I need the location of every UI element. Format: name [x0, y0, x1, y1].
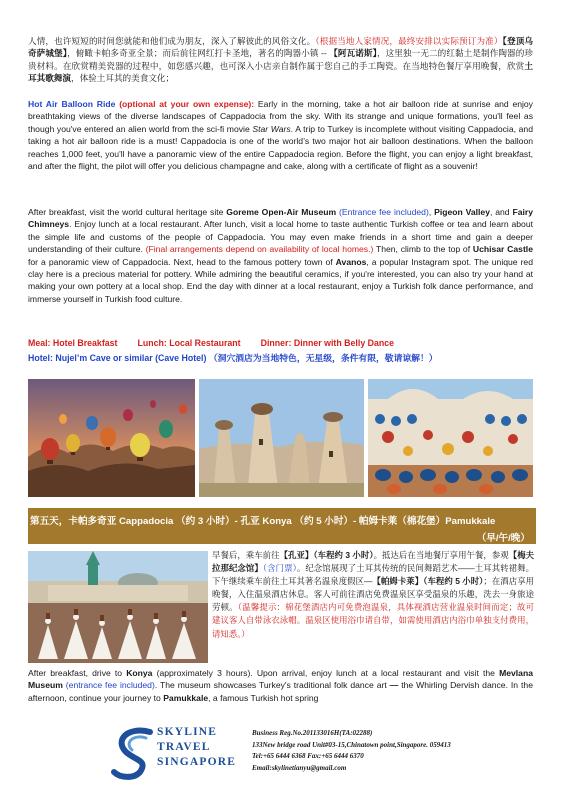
- business-reg: Business Reg.No.201133016H(TA:02288): [252, 729, 373, 737]
- pamukkale-cn-label: 【帕姆卡莱】（车程约 5 小时）: [372, 576, 484, 587]
- uchisar-cn-label: 【登顶乌奇萨城堡】: [28, 36, 533, 59]
- pottery-shop-photo: [368, 379, 533, 497]
- day4-text: . Enjoy lunch at a local restaurant. After lunch, visit a local home to taste authentic Turkish coffee or tea and learn about the simple life and customs of the people of Cappadocia. You may even make friends in a short time and gain a deeper understanding of their culture.: [28, 219, 533, 255]
- company-address: 133New bridge road Unit#03-15,Chinatown point,Singapore. 059413: [252, 740, 451, 749]
- goreme-label: Goreme Open-Air Museum: [226, 207, 337, 217]
- day4-text: After breakfast, visit the world cultural heritage site: [28, 207, 227, 217]
- day5-english-paragraph: [28, 667, 533, 704]
- day5-en-text: After breakfast, drive to: [28, 668, 127, 678]
- company-phone: Tel:+65 6444 6368 Fax:+65 6444 6370: [252, 752, 364, 761]
- meal-line: [28, 338, 414, 348]
- day5-meals: （早/午/晚）: [476, 533, 530, 544]
- day5-en-text: (approximately 3 hours). Upon arrival, enjoy lunch at a local restaurant and visit the: [152, 668, 500, 678]
- avanos-label: Avanos: [335, 256, 367, 267]
- intro-text: ，这里独一无二的红黏土是制作陶器的珍贵材料。在欣赏精美瓷器的过程中，如您感兴趣，也可深入小店亲自制作属于您自己的手工陶瓷。在当地特色餐厅享用晚餐，欣赏: [28, 48, 533, 71]
- day5-cn-text: 。抵达后在当地餐厅享用午餐，参观: [373, 550, 509, 560]
- day4-text: , a popular Instagram spot. The unique red clay here is a precious material for pottery. While admiring the beautiful ceramics, if you're interested, you can also try your hand at making your own pottery at a local shop. End the day with dinner at a local restaurant, enjoy a Turkish folk dance performance, and immerse yourself in Turkish food culture.: [28, 256, 533, 304]
- local-home-note: (Final arrangements depend on availability of local homes.): [145, 244, 374, 255]
- day5-cn-text: ；在酒店享用晚餐，入住温泉酒店休息。客人可前往酒店免费温泉区享受温泉的乐趣，洗去一身旅途劳顿。: [212, 576, 535, 613]
- balloon-text: Early in the morning, take a hot air balloon ride at sunrise and enjoy breathtaking views of the diverse landscapes of Cappadocia from the sky. With its strange and unique formations, you'll feel as though you've entered an alien world from the sci-fi movie: [28, 99, 533, 134]
- uchisar-label: Uchisar Castle: [472, 244, 533, 255]
- meal-lunch: Lunch: Local Restaurant: [137, 338, 241, 348]
- company-logo: [110, 722, 260, 782]
- konya-cn-label: 【孔亚】（车程约 3 小时）: [279, 550, 374, 560]
- pigeon-valley-label: Pigeon Valley: [434, 207, 490, 217]
- day5-chinese-paragraph: [212, 549, 534, 641]
- intro-text: ，俯瞰卡帕多奇亚全景；而后前往网红打卡圣地，著名的陶器小镇 --: [67, 48, 330, 59]
- day5-cn-text: 。纪念馆展现了土耳其传统的民间舞蹈艺术——土耳其转裙舞。下午继续乘车前往土耳其著名温泉度假区—: [212, 563, 534, 587]
- ticket-included-note: （含门票）: [262, 563, 297, 574]
- movie-title: Star Wars: [252, 123, 291, 134]
- balloon-title: Hot Air Balloon Ride: [28, 99, 116, 109]
- entrance-fee-note: (Entrance fee included): [336, 207, 429, 217]
- entrance-fee-note: (entrance fee included): [62, 680, 155, 691]
- brand-line-2: TRAVEL: [157, 741, 211, 753]
- intro-note: （根据当地人家情况，最终安排以实际预订为准）: [315, 36, 503, 46]
- dance-cn-label: 土耳其歌舞演: [28, 60, 533, 84]
- intro-text: ，体验土耳其的美食文化；: [70, 73, 175, 84]
- day4-text: for a panoramic view of Cappadocia. Next, head to the famous pottery town of: [28, 256, 336, 267]
- day5-heading: [28, 508, 536, 544]
- intro-text: 人情，也许短短的时间您就能和他们成为朋友，深入了解彼此的风俗文化。: [28, 36, 316, 46]
- brand-line-1: SKYLINE: [157, 726, 218, 738]
- mevlana-cn-label: 【梅夫拉那纪念馆】: [212, 550, 535, 574]
- meal-dinner: Dinner: Dinner with Belly Dance: [260, 338, 395, 348]
- day4-text: Then, climb to the top of: [373, 244, 473, 255]
- day4-text: , and: [489, 207, 513, 217]
- day4-text: ,: [428, 207, 435, 217]
- mevlana-label: Mevlana Museum: [28, 668, 533, 691]
- day5-en-text: the Whirling Dervish dance. In the afternoon, continue your journey to: [28, 680, 533, 703]
- mevlana-museum-photo: [28, 551, 208, 663]
- hot-spring-tip: （温馨提示：棉花堡酒店内可免费泡温泉，具体视酒店营业温泉时间而定；故可建议客人自带泳衣泳帽。温泉区使用浴巾请自带，如需使用酒店内浴巾单独支付费用，请知悉。）: [212, 602, 535, 639]
- dash: —: [389, 680, 399, 691]
- itinerary-page: [28, 0, 538, 795]
- day5-cn-text: 早餐后，乘车前往: [212, 550, 280, 560]
- swirl-logo-icon: [110, 724, 156, 780]
- brand-line-3: SINGAPORE: [157, 756, 237, 768]
- day5-en-text: , a famous Turkish hot spring: [208, 692, 319, 703]
- fairy-chimneys-label: Fairy Chimneys: [28, 207, 533, 230]
- fairy-chimneys-photo: [199, 379, 364, 497]
- day4-chinese-paragraph: [28, 35, 533, 85]
- company-email[interactable]: Email:skylinetianyu@gmail.com: [252, 763, 347, 772]
- balloon-optional-note: (optional at your own expense):: [119, 99, 255, 109]
- balloon-text: . A trip to Turkey is incomplete without visiting Cappadocia, and taking a hot air balloon ride is a must! Cappadocia is one of the world’s two major hot air balloon destinations. When the balloon reaches 1,000 feet, you'll have a panoramic view of the entire Cappadocia region. Before the flight, you can enjoy a light breakfast, and after the flight, the pilot will offer you delicious champagne and cake, along with a certificate of flight as a souvenir!: [28, 123, 533, 172]
- balloons-photo: [28, 379, 195, 497]
- avanos-cn-label: 【阿瓦诺斯】: [329, 48, 377, 59]
- day4-english-paragraph: [28, 206, 533, 305]
- day5-en-text: . The museum showcases Turkey's traditional folk dance art: [154, 680, 390, 691]
- day5-title: 第五天，卡帕多奇亚 Cappadocia （约 3 小时）- 孔亚 Konya （约 5 小时）- 帕姆卡莱（棉花堡）Pamukkale: [30, 516, 496, 527]
- konya-label: Konya: [126, 668, 153, 678]
- meal-breakfast: Meal: Hotel Breakfast: [28, 338, 118, 348]
- hotel-line: Hotel: Nujel’m Cave or similar (Cave Hotel) （洞穴酒店为当地特色，无星级，条件有限，敬请谅解！）: [28, 353, 438, 363]
- company-contact: [252, 728, 451, 774]
- balloon-paragraph: [28, 98, 533, 172]
- pamukkale-label: Pamukkale: [163, 692, 209, 703]
